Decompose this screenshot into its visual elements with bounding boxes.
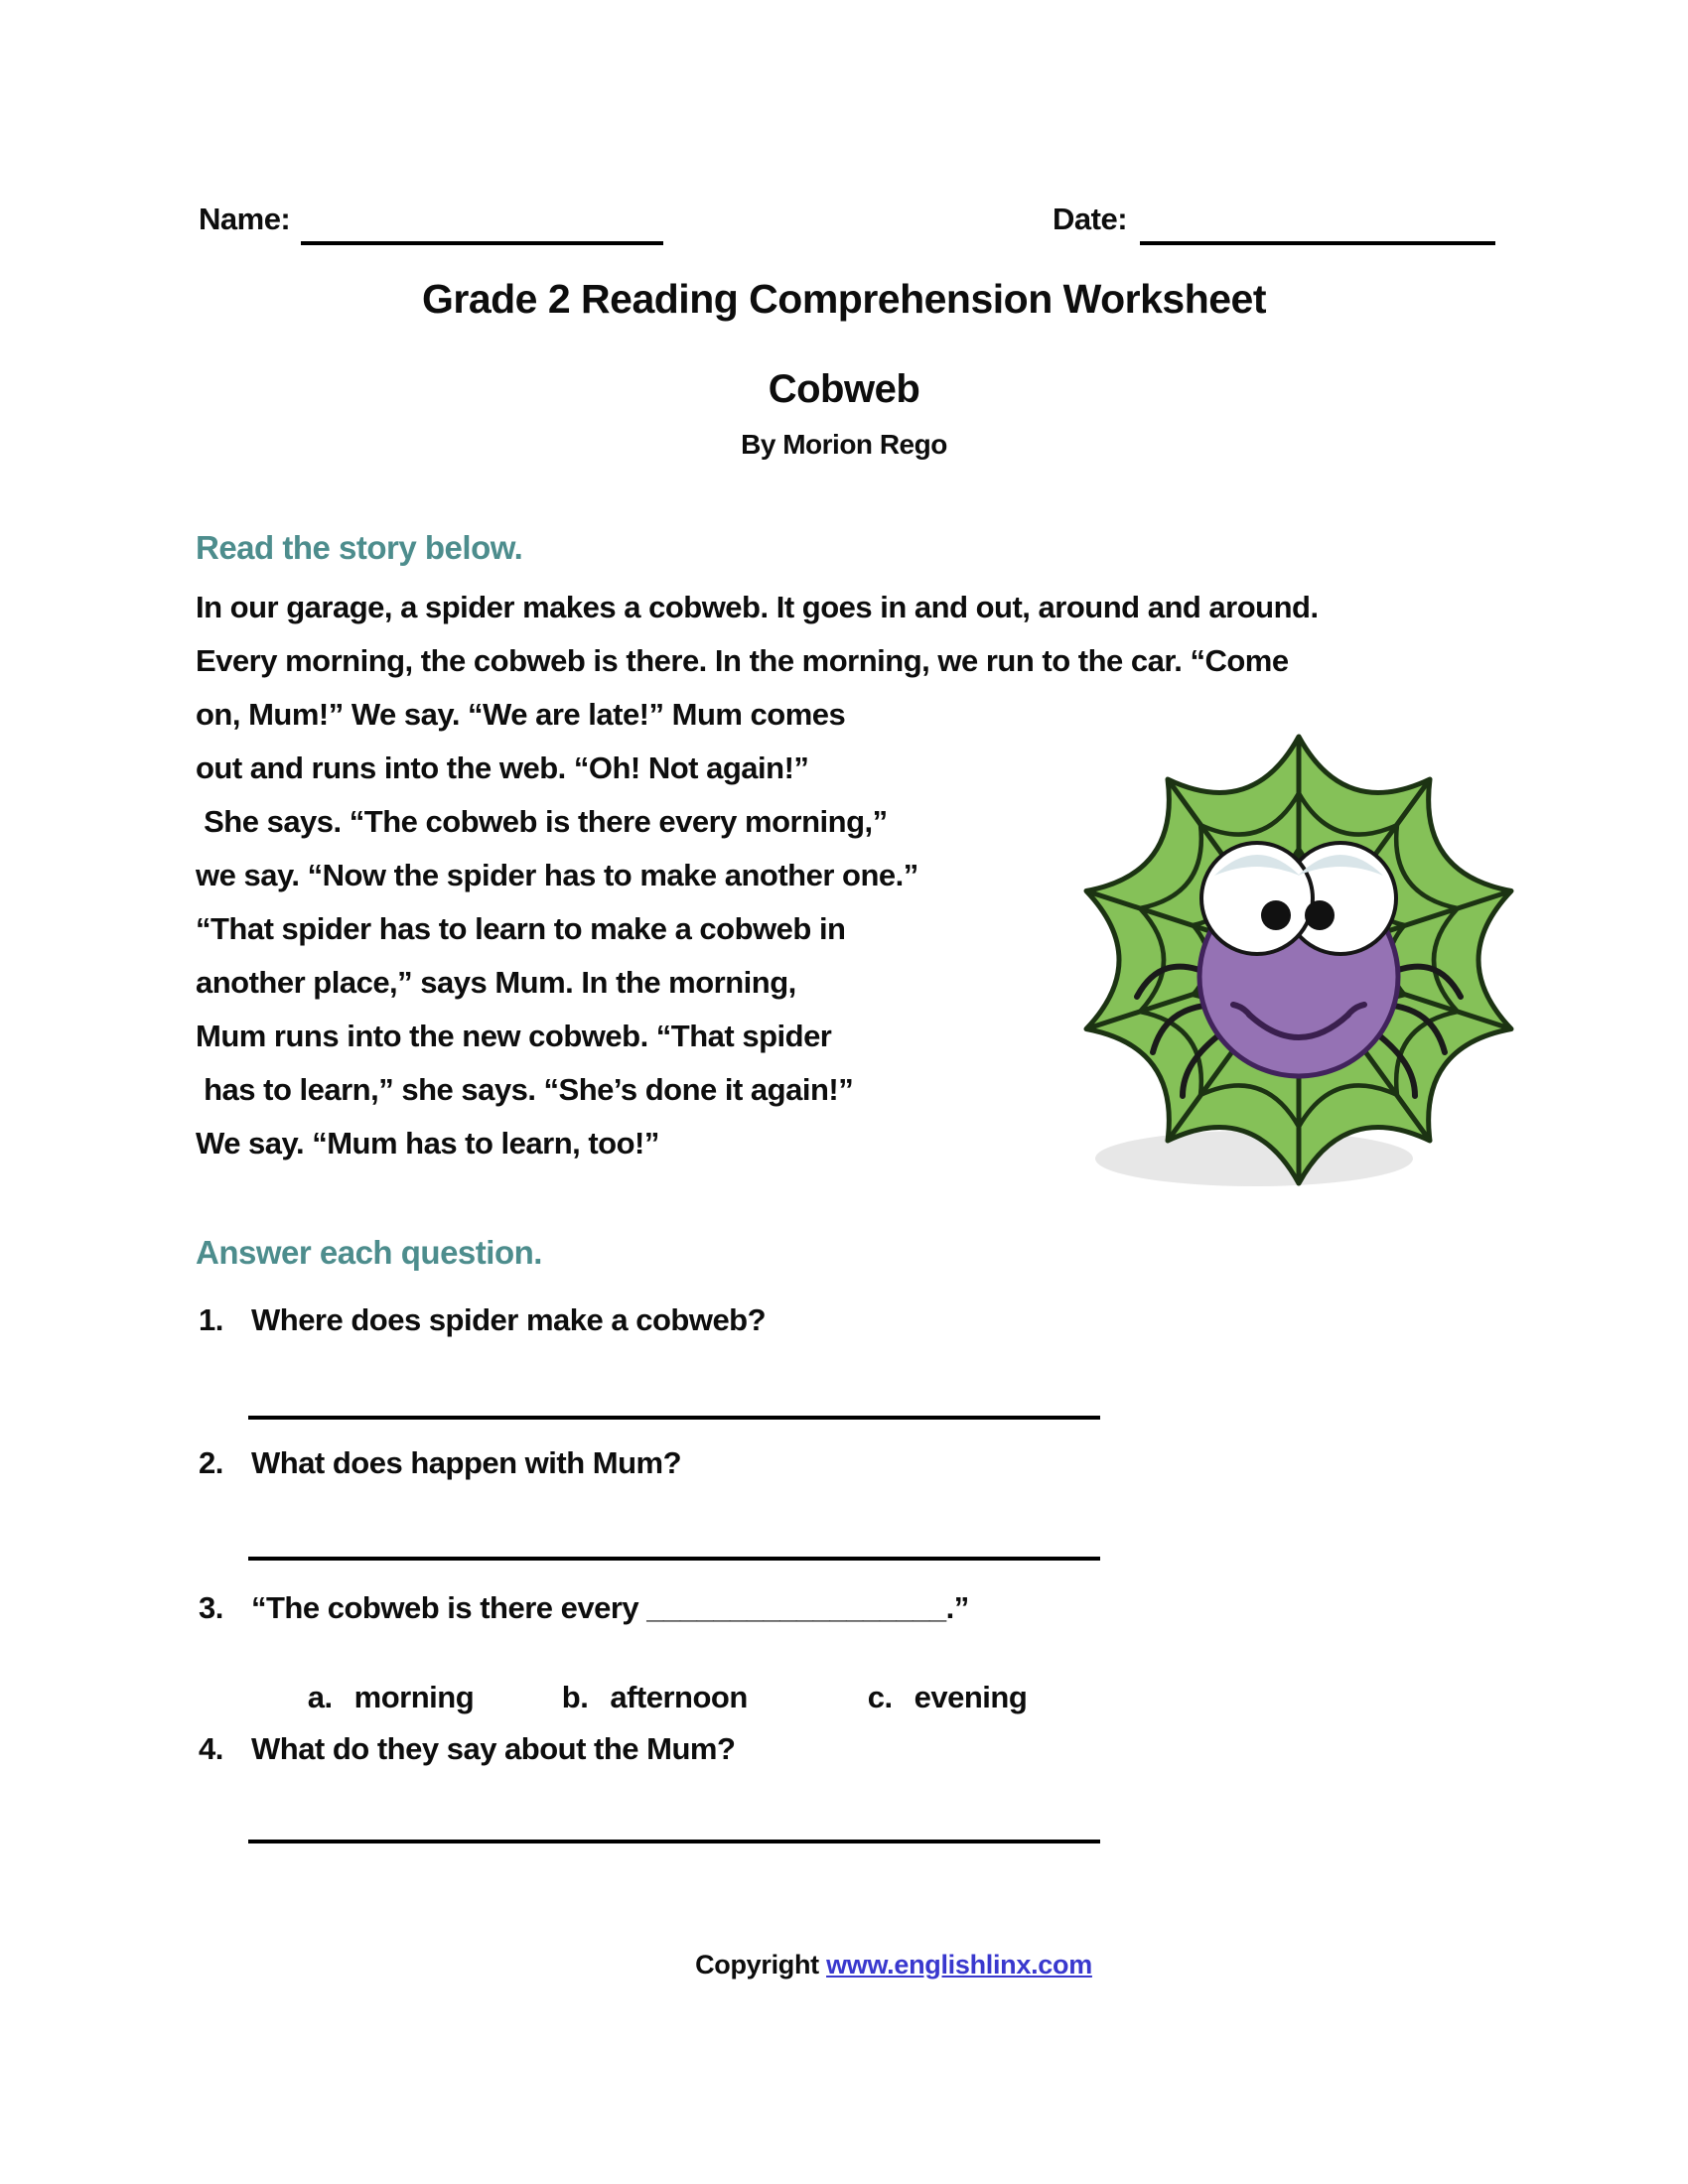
story-line: Every morning, the cobweb is there. In the morning, we run to the car. “Come (196, 643, 1289, 678)
option-b-letter: b. (561, 1680, 589, 1714)
date-label: Date: (1053, 202, 1128, 236)
option-a-label: morning (353, 1680, 475, 1714)
copyright-text: Copyright (695, 1950, 827, 1979)
story-line: on, Mum!” We say. “We are late!” Mum comes (196, 697, 846, 732)
option-b (546, 1662, 748, 1733)
question-3-text: “The cobweb is there every __________________.” (251, 1590, 969, 1625)
story-line: has to learn,” she says. “She’s done it again!” (196, 1072, 854, 1107)
story-line: we say. “Now the spider has to make another one.” (196, 858, 918, 892)
answer-line-2 (248, 1557, 1100, 1561)
footer (0, 1950, 1688, 1980)
question-2-number: 2. (199, 1445, 223, 1480)
question-3-number: 3. (199, 1590, 223, 1625)
answer-questions-heading: Answer each question. (196, 1234, 542, 1271)
question-4-text: What do they say about the Mum? (251, 1731, 736, 1766)
name-blank-line (301, 241, 663, 245)
byline: By Morion Rego (741, 429, 947, 460)
story-line: In our garage, a spider makes a cobweb. It goes in and out, around and around. (196, 590, 1319, 624)
name-label: Name: (199, 202, 291, 236)
question-2-text: What does happen with Mum? (251, 1445, 682, 1480)
option-c-letter: c. (867, 1680, 893, 1714)
date-blank-line (1140, 241, 1495, 245)
spider-cobweb-illustration (1065, 717, 1532, 1208)
option-c (852, 1662, 1027, 1733)
question-4-number: 4. (199, 1731, 223, 1766)
option-a-letter: a. (307, 1680, 333, 1714)
answer-line-3 (248, 1840, 1100, 1843)
story-title: Cobweb (768, 367, 920, 411)
story-line: We say. “Mum has to learn, too!” (196, 1126, 659, 1160)
story-line: She says. “The cobweb is there every morning,” (196, 804, 888, 839)
englishlinx-link[interactable]: www.englishlinx.com (826, 1950, 1092, 1979)
option-b-label: afternoon (610, 1680, 748, 1714)
answer-line-1 (248, 1416, 1100, 1420)
worksheet-title: Grade 2 Reading Comprehension Worksheet (421, 276, 1267, 322)
web-shadow (1095, 1131, 1413, 1186)
question-1-number: 1. (199, 1302, 223, 1337)
story-line: out and runs into the web. “Oh! Not again!” (196, 751, 809, 785)
spider-eyes (1201, 843, 1396, 954)
option-a (292, 1662, 474, 1733)
read-story-heading: Read the story below. (196, 529, 523, 566)
story-line: “That spider has to learn to make a cobweb in (196, 911, 846, 946)
story-line: another place,” says Mum. In the morning, (196, 965, 796, 1000)
option-c-label: evening (914, 1680, 1028, 1714)
question-1-text: Where does spider make a cobweb? (251, 1302, 767, 1337)
story-line: Mum runs into the new cobweb. “That spider (196, 1019, 832, 1053)
